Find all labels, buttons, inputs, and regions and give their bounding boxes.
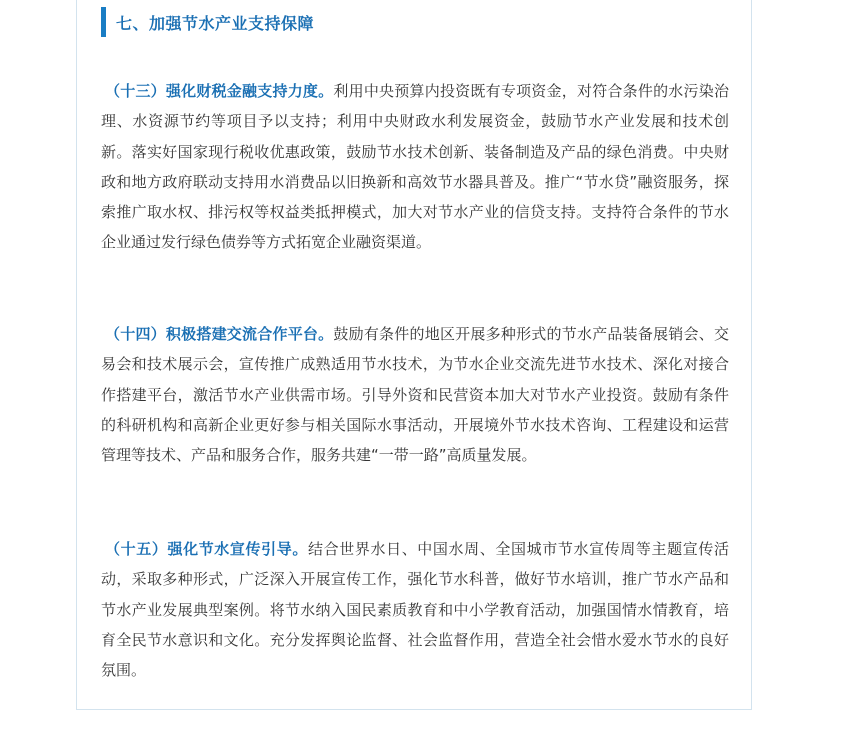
section-title: 七、加强节水产业支持保障 bbox=[116, 13, 315, 33]
paragraph-15 bbox=[101, 534, 729, 685]
paragraph-13-body: 利用中央预算内投资既有专项资金，对符合条件的水污染治理、水资源节约等项目予以支持；利用中央财政水利发展资金，鼓励节水产业发展和技术创新。落实好国家现行税收优惠政策，鼓励节水技术创新、装备制造及产品的绿色消费。中央财政和地方政府联动支持用水消费品以旧换新和高效节水器具普及。推广“节水贷”融资服务，探索推广取水权、排污权等权益类抵押模式，加大对节水产业的信贷支持。支持符合条件的节水企业通过发行绿色债券等方式拓宽企业融资渠道。 bbox=[101, 82, 729, 252]
heading-accent-bar bbox=[101, 7, 106, 37]
paragraph-15-body: 结合世界水日、中国水周、全国城市节水宣传周等主题宣传活动，采取多种形式，广泛深入开展宣传工作，强化节水科普，做好节水培训，推广节水产品和节水产业发展典型案例。将节水纳入国民素质教育和中小学教育活动，加强国情水情教育，培育全民节水意识和文化。充分发挥舆论监督、社会监督作用，营造全社会惜水爱水节水的良好氛围。 bbox=[101, 540, 729, 680]
paragraph-14-lead: （十四）积极搭建交流合作平台。 bbox=[105, 325, 334, 343]
paragraph-14-body: 鼓励有条件的地区开展多种形式的节水产品装备展销会、交易会和技术展示会，宣传推广成熟适用节水技术，为节水企业交流先进节水技术、深化对接合作搭建平台，激活节水产业供需市场。引导外资和民营资本加大对节水产业投资。鼓励有条件的科研机构和高新企业更好参与相关国际水事活动，开展境外节水技术咨询、工程建设和运营管理等技术、产品和服务合作，服务共建“一带一路”高质量发展。 bbox=[101, 325, 729, 465]
paragraph-13 bbox=[101, 76, 729, 258]
section-heading bbox=[101, 7, 314, 37]
paragraph-15-lead: （十五）强化节水宣传引导。 bbox=[105, 540, 308, 558]
paragraph-13-lead: （十三）强化财税金融支持力度。 bbox=[105, 82, 334, 100]
paragraph-14 bbox=[101, 319, 729, 470]
